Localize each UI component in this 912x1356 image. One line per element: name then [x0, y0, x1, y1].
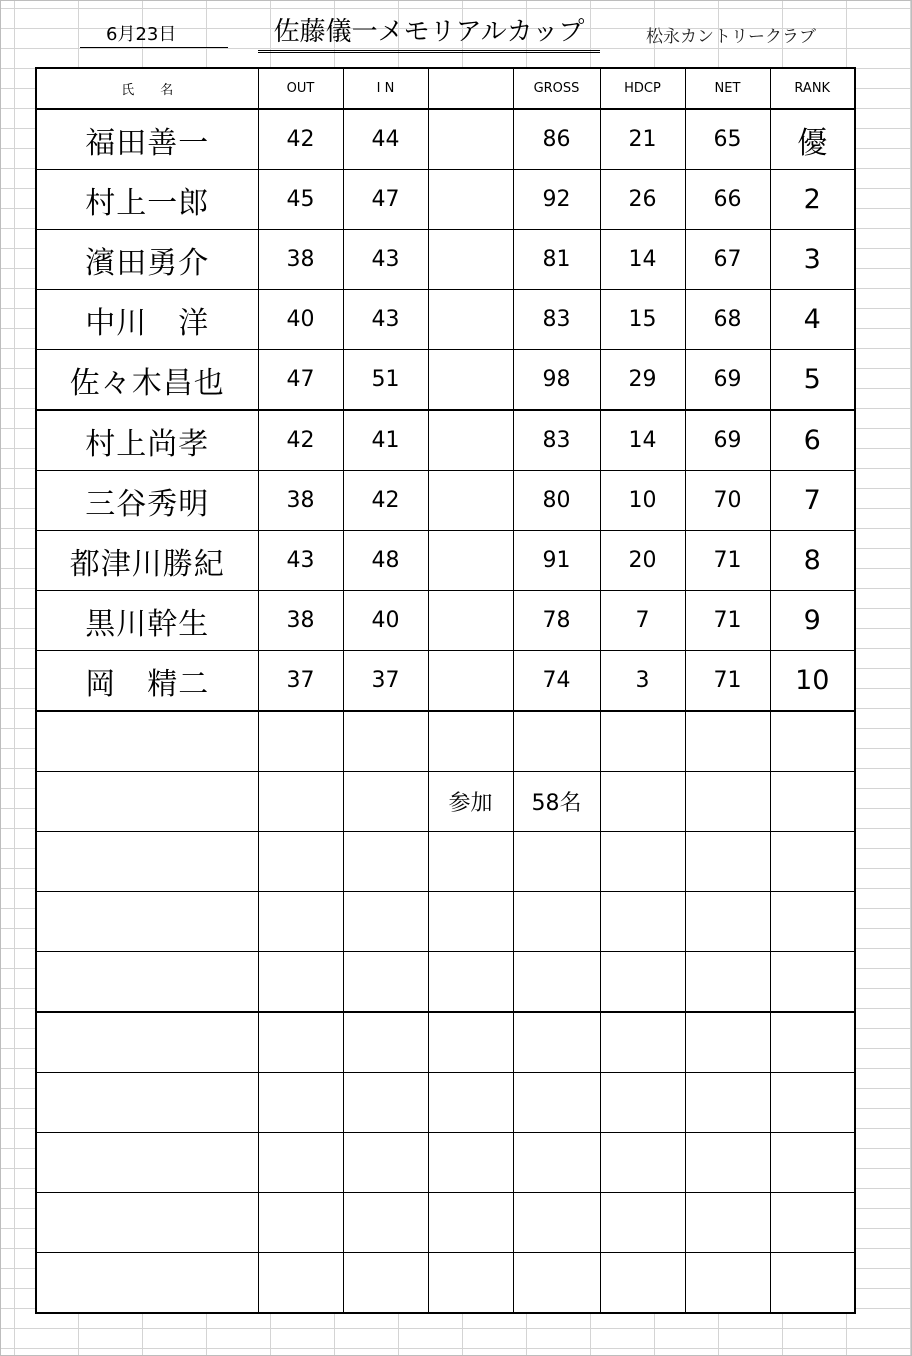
column-header-name[interactable]: 氏 名 — [36, 68, 258, 109]
empty-cell[interactable] — [428, 1012, 513, 1073]
in-score-cell[interactable]: 40 — [343, 591, 428, 651]
column-header-in[interactable]: I N — [343, 68, 428, 109]
player-name-cell[interactable]: 岡 精二 — [36, 651, 258, 712]
empty-row — [36, 832, 855, 892]
empty-cell[interactable] — [600, 1253, 685, 1314]
handicap-cell[interactable]: 14 — [600, 410, 685, 471]
rank-cell[interactable]: 8 — [770, 531, 855, 591]
out-score-cell[interactable]: 38 — [258, 591, 343, 651]
handicap-cell[interactable]: 26 — [600, 170, 685, 230]
in-score-cell[interactable]: 44 — [343, 109, 428, 170]
gross-score-cell[interactable]: 92 — [513, 170, 600, 230]
empty-cell[interactable] — [770, 1193, 855, 1253]
net-score-cell[interactable]: 67 — [685, 230, 770, 290]
empty-cell[interactable] — [343, 952, 428, 1013]
empty-cell[interactable] — [428, 711, 513, 772]
column-header-gross[interactable]: GROSS — [513, 68, 600, 109]
empty-cell[interactable] — [685, 1133, 770, 1193]
empty-cell[interactable] — [770, 711, 855, 772]
empty-cell[interactable] — [258, 772, 343, 832]
empty-cell[interactable] — [258, 1133, 343, 1193]
empty-cell[interactable] — [258, 1012, 343, 1073]
empty-cell[interactable] — [36, 1193, 258, 1253]
empty-cell[interactable] — [343, 1253, 428, 1314]
blank-cell[interactable] — [428, 651, 513, 712]
empty-cell[interactable] — [513, 1133, 600, 1193]
empty-cell[interactable] — [343, 711, 428, 772]
empty-cell[interactable] — [258, 1073, 343, 1133]
empty-cell[interactable] — [600, 892, 685, 952]
event-title: 佐藤儀一メモリアルカップ — [258, 14, 600, 53]
empty-cell[interactable] — [770, 1073, 855, 1133]
net-score-cell[interactable]: 71 — [685, 591, 770, 651]
out-score-cell[interactable]: 43 — [258, 531, 343, 591]
net-score-cell[interactable]: 71 — [685, 651, 770, 712]
blank-cell[interactable] — [428, 471, 513, 531]
blank-cell[interactable] — [428, 230, 513, 290]
player-name-cell[interactable]: 佐々木昌也 — [36, 350, 258, 411]
empty-cell[interactable] — [258, 711, 343, 772]
empty-row — [36, 892, 855, 952]
gross-score-cell[interactable]: 98 — [513, 350, 600, 411]
empty-cell[interactable] — [770, 832, 855, 892]
in-score-cell[interactable]: 51 — [343, 350, 428, 411]
empty-row — [36, 952, 855, 1013]
empty-cell[interactable] — [600, 1073, 685, 1133]
player-name-cell[interactable]: 村上尚孝 — [36, 410, 258, 471]
column-header-blank[interactable] — [428, 68, 513, 109]
empty-cell[interactable] — [428, 1193, 513, 1253]
empty-cell[interactable] — [343, 1012, 428, 1073]
column-header-hdcp[interactable]: HDCP — [600, 68, 685, 109]
empty-cell[interactable] — [513, 952, 600, 1013]
player-name-cell[interactable]: 都津川勝紀 — [36, 531, 258, 591]
empty-cell[interactable] — [685, 711, 770, 772]
result-row — [36, 591, 855, 651]
empty-cell[interactable] — [513, 1193, 600, 1253]
net-score-cell[interactable]: 71 — [685, 531, 770, 591]
player-name-cell[interactable]: 中川 洋 — [36, 290, 258, 350]
empty-cell[interactable] — [600, 1133, 685, 1193]
gross-score-cell[interactable]: 74 — [513, 651, 600, 712]
in-score-cell[interactable]: 47 — [343, 170, 428, 230]
rank-cell[interactable]: 3 — [770, 230, 855, 290]
empty-cell[interactable] — [770, 1253, 855, 1314]
out-score-cell[interactable]: 37 — [258, 651, 343, 712]
empty-cell[interactable] — [770, 952, 855, 1013]
column-header-out[interactable]: OUT — [258, 68, 343, 109]
net-score-cell[interactable]: 66 — [685, 170, 770, 230]
result-row — [36, 471, 855, 531]
blank-cell[interactable] — [428, 170, 513, 230]
player-name-cell[interactable]: 三谷秀明 — [36, 471, 258, 531]
empty-cell[interactable] — [36, 1253, 258, 1314]
empty-cell[interactable] — [258, 892, 343, 952]
empty-cell[interactable] — [36, 1073, 258, 1133]
empty-cell[interactable] — [343, 772, 428, 832]
empty-cell[interactable] — [685, 1193, 770, 1253]
result-row — [36, 531, 855, 591]
in-score-cell[interactable]: 37 — [343, 651, 428, 712]
rank-cell[interactable]: 10 — [770, 651, 855, 712]
empty-cell[interactable] — [600, 1193, 685, 1253]
rank-cell[interactable]: 7 — [770, 471, 855, 531]
empty-cell[interactable] — [258, 952, 343, 1013]
net-score-cell[interactable]: 69 — [685, 410, 770, 471]
empty-row — [36, 1073, 855, 1133]
handicap-cell[interactable]: 15 — [600, 290, 685, 350]
net-score-cell[interactable]: 70 — [685, 471, 770, 531]
handicap-cell[interactable]: 7 — [600, 591, 685, 651]
results-table — [35, 67, 856, 1314]
out-score-cell[interactable]: 42 — [258, 109, 343, 170]
result-row — [36, 350, 855, 411]
empty-cell[interactable] — [343, 1073, 428, 1133]
empty-cell[interactable] — [258, 832, 343, 892]
empty-cell[interactable] — [428, 1133, 513, 1193]
empty-cell[interactable] — [513, 1253, 600, 1314]
participants-count-cell[interactable]: 58名 — [513, 772, 600, 832]
empty-cell[interactable] — [36, 892, 258, 952]
empty-cell[interactable] — [685, 832, 770, 892]
gross-score-cell[interactable]: 91 — [513, 531, 600, 591]
blank-cell[interactable] — [428, 410, 513, 471]
player-name-cell[interactable]: 濱田勇介 — [36, 230, 258, 290]
empty-cell[interactable] — [770, 892, 855, 952]
empty-cell[interactable] — [685, 1012, 770, 1073]
empty-row — [36, 1133, 855, 1193]
out-score-cell[interactable]: 38 — [258, 471, 343, 531]
gross-score-cell[interactable]: 86 — [513, 109, 600, 170]
out-score-cell[interactable]: 38 — [258, 230, 343, 290]
empty-cell[interactable] — [770, 772, 855, 832]
rank-cell[interactable]: 9 — [770, 591, 855, 651]
result-row — [36, 230, 855, 290]
empty-cell[interactable] — [600, 832, 685, 892]
empty-cell[interactable] — [343, 1133, 428, 1193]
empty-cell[interactable] — [513, 1012, 600, 1073]
player-name-cell[interactable]: 村上一郎 — [36, 170, 258, 230]
participants-label-cell[interactable]: 参加 — [428, 772, 513, 832]
rank-cell[interactable]: 6 — [770, 410, 855, 471]
empty-cell[interactable] — [600, 952, 685, 1013]
blank-cell[interactable] — [428, 350, 513, 411]
event-date: 6月23日 — [80, 22, 228, 48]
empty-cell[interactable] — [513, 892, 600, 952]
out-score-cell[interactable]: 47 — [258, 350, 343, 411]
result-row — [36, 170, 855, 230]
gross-score-cell[interactable]: 81 — [513, 230, 600, 290]
empty-cell[interactable] — [258, 1253, 343, 1314]
empty-cell[interactable] — [600, 711, 685, 772]
venue-name: 松永カントリークラブ — [646, 27, 816, 47]
empty-cell[interactable] — [685, 1073, 770, 1133]
handicap-cell[interactable]: 10 — [600, 471, 685, 531]
empty-cell[interactable] — [770, 1133, 855, 1193]
empty-cell[interactable] — [343, 1193, 428, 1253]
rank-cell[interactable]: 5 — [770, 350, 855, 411]
gross-score-cell[interactable]: 80 — [513, 471, 600, 531]
header-row — [36, 68, 855, 109]
net-score-cell[interactable]: 68 — [685, 290, 770, 350]
empty-cell[interactable] — [258, 1193, 343, 1253]
empty-cell[interactable] — [36, 1012, 258, 1073]
rank-cell[interactable]: 2 — [770, 170, 855, 230]
empty-cell[interactable] — [36, 711, 258, 772]
empty-cell[interactable] — [36, 1133, 258, 1193]
column-header-rank[interactable]: RANK — [770, 68, 855, 109]
empty-cell[interactable] — [428, 892, 513, 952]
out-score-cell[interactable]: 45 — [258, 170, 343, 230]
empty-cell[interactable] — [600, 1012, 685, 1073]
empty-cell[interactable] — [36, 952, 258, 1013]
empty-cell[interactable] — [685, 892, 770, 952]
player-name-cell[interactable]: 福田善一 — [36, 109, 258, 170]
net-score-cell[interactable]: 65 — [685, 109, 770, 170]
result-row — [36, 651, 855, 712]
blank-cell[interactable] — [428, 290, 513, 350]
in-score-cell[interactable]: 43 — [343, 290, 428, 350]
empty-cell[interactable] — [428, 832, 513, 892]
empty-cell[interactable] — [685, 772, 770, 832]
in-score-cell[interactable]: 43 — [343, 230, 428, 290]
participants-row — [36, 772, 855, 832]
empty-cell[interactable] — [770, 1012, 855, 1073]
empty-cell[interactable] — [36, 832, 258, 892]
result-row — [36, 109, 855, 170]
out-score-cell[interactable]: 40 — [258, 290, 343, 350]
rank-cell[interactable]: 4 — [770, 290, 855, 350]
gross-score-cell[interactable]: 83 — [513, 290, 600, 350]
net-score-cell[interactable]: 69 — [685, 350, 770, 411]
empty-row — [36, 1012, 855, 1073]
empty-cell[interactable] — [600, 772, 685, 832]
result-row — [36, 410, 855, 471]
gross-score-cell[interactable]: 83 — [513, 410, 600, 471]
in-score-cell[interactable]: 48 — [343, 531, 428, 591]
player-name-cell[interactable]: 黒川幹生 — [36, 591, 258, 651]
empty-cell[interactable] — [428, 1073, 513, 1133]
empty-row — [36, 711, 855, 772]
rank-cell[interactable]: 優 — [770, 109, 855, 170]
handicap-cell[interactable]: 29 — [600, 350, 685, 411]
empty-cell[interactable] — [428, 1253, 513, 1314]
empty-row — [36, 1193, 855, 1253]
blank-cell[interactable] — [428, 531, 513, 591]
empty-cell[interactable] — [685, 1253, 770, 1314]
empty-cell[interactable] — [513, 711, 600, 772]
empty-cell[interactable] — [428, 952, 513, 1013]
in-score-cell[interactable]: 41 — [343, 410, 428, 471]
handicap-cell[interactable]: 14 — [600, 230, 685, 290]
blank-cell[interactable] — [428, 591, 513, 651]
gross-score-cell[interactable]: 78 — [513, 591, 600, 651]
empty-cell[interactable] — [36, 772, 258, 832]
empty-cell[interactable] — [343, 892, 428, 952]
handicap-cell[interactable]: 21 — [600, 109, 685, 170]
column-header-net[interactable]: NET — [685, 68, 770, 109]
empty-row — [36, 1253, 855, 1314]
empty-cell[interactable] — [513, 1073, 600, 1133]
empty-cell[interactable] — [513, 832, 600, 892]
out-score-cell[interactable]: 42 — [258, 410, 343, 471]
empty-cell[interactable] — [343, 832, 428, 892]
handicap-cell[interactable]: 3 — [600, 651, 685, 712]
empty-cell[interactable] — [685, 952, 770, 1013]
handicap-cell[interactable]: 20 — [600, 531, 685, 591]
blank-cell[interactable] — [428, 109, 513, 170]
result-row — [36, 290, 855, 350]
in-score-cell[interactable]: 42 — [343, 471, 428, 531]
